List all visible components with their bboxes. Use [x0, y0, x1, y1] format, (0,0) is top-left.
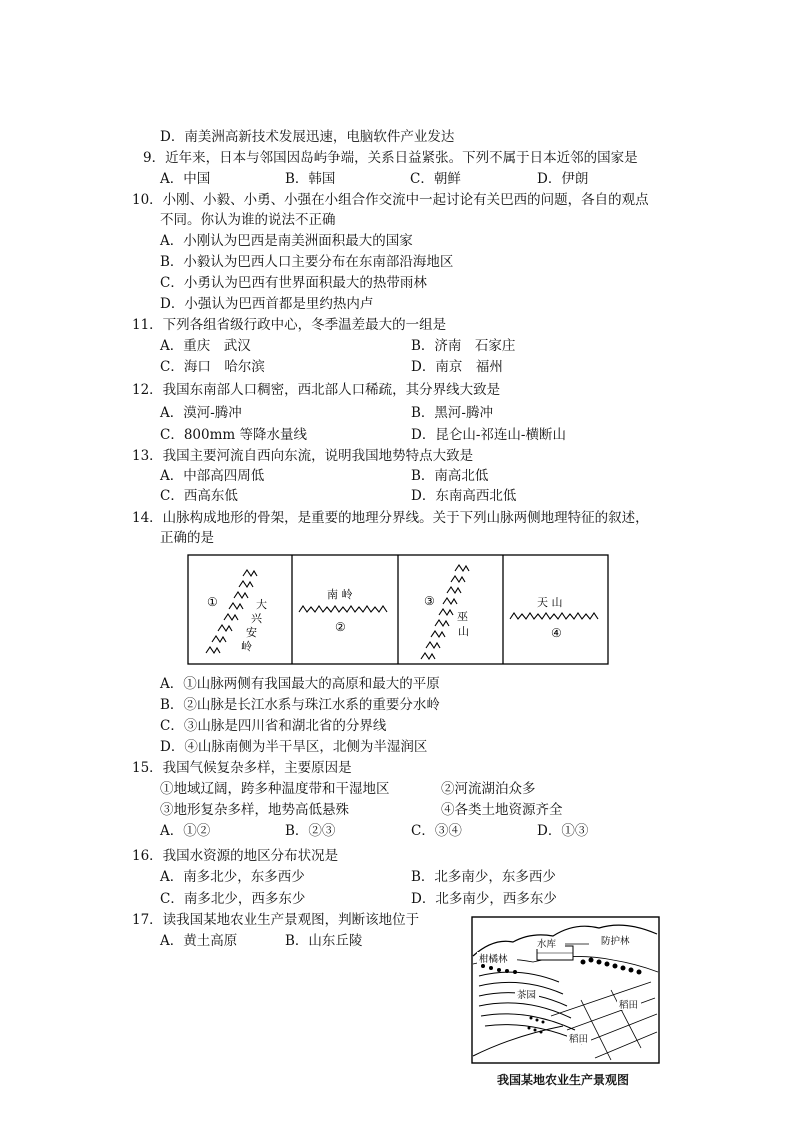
q10-option-c: C．小勇认为巴西有世界面积最大的热带雨林 — [160, 275, 427, 291]
q9-option-d: D．伊朗 — [537, 171, 589, 187]
label-rice-field-1: 稻田 — [619, 1000, 639, 1011]
q13-option-b: B．南高北低 — [411, 468, 489, 484]
mountain-ranges-figure — [187, 554, 609, 666]
q8-option-d: D．南美洲高新技术发展迅速，电脑软件产业发达 — [160, 129, 455, 145]
q9-option-b: B．韩国 — [285, 171, 336, 187]
q10-option-a: A．小刚认为巴西是南美洲面积最大的国家 — [160, 233, 413, 249]
figure-caption: 我国某地农业生产景观图 — [497, 1073, 630, 1087]
q11-option-a: A．重庆 武汉 — [160, 338, 251, 354]
q15-option-d: D．①③ — [537, 823, 589, 839]
q9-option-a: A．中国 — [160, 171, 211, 187]
q13-option-d: D．东南高西北低 — [411, 488, 517, 504]
q13-option-a: A．中部高四周低 — [160, 468, 265, 484]
q11-option-d: D．南京 福州 — [411, 359, 503, 375]
q14-option-d: D．④山脉南侧为半干旱区，北侧为半湿润区 — [160, 739, 428, 755]
q12-option-b: B．黑河-腾冲 — [411, 405, 493, 421]
q16-option-d: D．北多南少，西多东少 — [411, 891, 557, 907]
range-2-number: ② — [335, 620, 346, 634]
q10-option-b: B．小毅认为巴西人口主要分布在东南部沿海地区 — [160, 254, 454, 270]
q15-statement-3: ③地形复杂多样，地势高低悬殊 — [160, 802, 349, 818]
range-1-name-char-3: 安 — [246, 626, 257, 639]
range-3-number: ③ — [424, 594, 435, 608]
q10-option-d: D．小强认为巴西首都是里约热内卢 — [160, 296, 374, 312]
q11-option-b: B．济南 石家庄 — [411, 338, 516, 354]
q14-stem-line2: 正确的是 — [160, 530, 214, 546]
q15-option-b: B．②③ — [285, 823, 336, 839]
range-1-name-char-4: 岭 — [241, 640, 252, 653]
q10-stem-line1: 10．小刚、小毅、小勇、小强在小组合作交流中一起讨论有关巴西的问题，各自的观点 — [132, 192, 649, 208]
q16-stem: 16．我国水资源的地区分布状况是 — [132, 848, 339, 864]
q15-option-c: C．③④ — [411, 823, 462, 839]
range-4-name: 天 山 — [537, 596, 563, 609]
range-1-name-char-2: 兴 — [251, 612, 262, 625]
q17-option-b: B．山东丘陵 — [285, 933, 363, 949]
range-3-name-char-1: 巫 — [457, 610, 468, 623]
q14-stem-line1: 14．山脉构成地形的骨架，是重要的地理分界线。关于下列山脉两侧地理特征的叙述， — [132, 510, 649, 526]
q12-option-c: C．800mm 等降水量线 — [160, 427, 307, 443]
q15-statement-4: ④各类土地资源齐全 — [441, 802, 563, 818]
range-4-number: ④ — [551, 626, 562, 640]
q12-option-a: A．漠河-腾冲 — [160, 405, 242, 421]
q14-option-c: C．③山脉是四川省和湖北省的分界线 — [160, 718, 387, 734]
q17-stem: 17．读我国某地农业生产景观图，判断该地位于 — [132, 912, 420, 928]
q16-option-a: A．南多北少，东多西少 — [160, 869, 305, 885]
range-2-name: 南 岭 — [327, 588, 353, 601]
q14-option-b: B．②山脉是长江水系与珠江水系的重要分水岭 — [160, 697, 440, 713]
q16-option-b: B．北多南少，东多西少 — [411, 869, 556, 885]
q11-option-c: C．海口 哈尔滨 — [160, 359, 265, 375]
range-1-number: ① — [207, 595, 218, 609]
q15-option-a: A．①② — [160, 823, 211, 839]
q15-statement-1: ①地域辽阔，跨多种温度带和干湿地区 — [160, 781, 390, 797]
q15-stem: 15．我国气候复杂多样，主要原因是 — [132, 760, 352, 776]
label-rice-field-2: 稻田 — [569, 1034, 589, 1045]
q17-option-a: A．黄土高原 — [160, 933, 238, 949]
q16-option-c: C．南多北少，西多东少 — [160, 891, 306, 907]
range-1-name-char-1: 大 — [256, 598, 267, 611]
q13-stem: 13．我国主要河流自西向东流，说明我国地势特点大致是 — [132, 448, 474, 464]
label-shelter-belt: 防护林 — [601, 936, 630, 947]
q9-option-c: C．朝鲜 — [410, 171, 461, 187]
q9-stem: 9．近年来，日本与邻国因岛屿争端，关系日益紧张。下列不属于日本近邻的国家是 — [143, 150, 638, 166]
q11-stem: 11．下列各组省级行政中心，冬季温差最大的一组是 — [132, 317, 447, 333]
q12-option-d: D．昆仑山-祁连山-横断山 — [411, 427, 566, 443]
label-orange-grove: 柑橘林 — [479, 954, 508, 965]
label-reservoir: 水库 — [537, 939, 557, 950]
q10-stem-line2: 不同。你认为谁的说法不正确 — [160, 212, 336, 228]
q13-option-c: C．西高东低 — [160, 488, 238, 504]
q15-statement-2: ②河流湖泊众多 — [441, 781, 536, 797]
q14-option-a: A．①山脉两侧有我国最大的高原和最大的平原 — [160, 676, 440, 692]
q12-stem: 12．我国东南部人口稠密，西北部人口稀疏，其分界线大致是 — [132, 382, 501, 398]
label-tea-garden: 茶园 — [517, 990, 537, 1001]
range-3-name-char-2: 山 — [458, 625, 469, 638]
farm-landscape-figure — [471, 916, 661, 1066]
